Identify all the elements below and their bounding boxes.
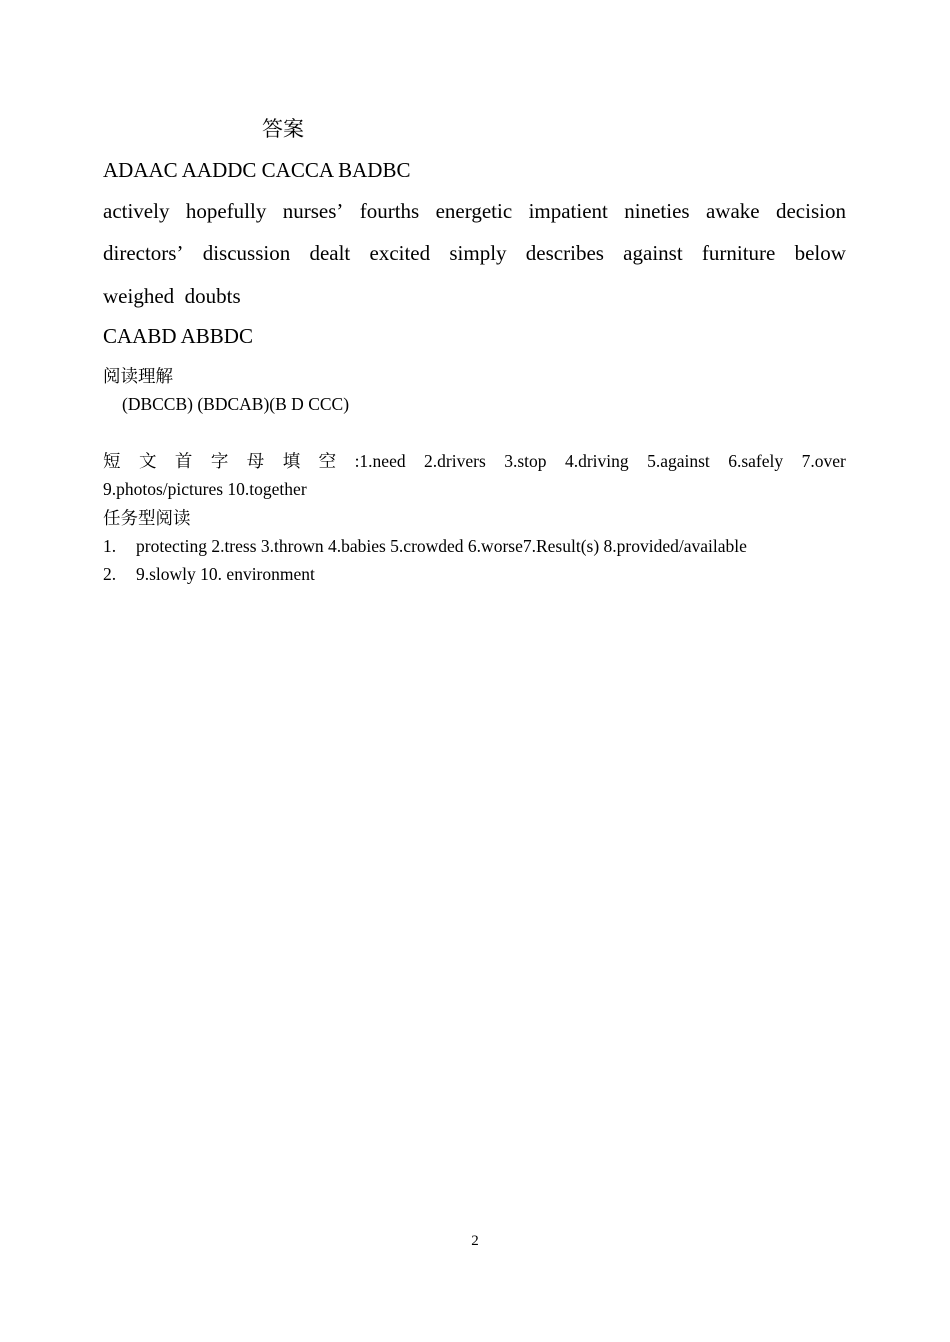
mc-answers-2: CAABD ABBDC <box>103 324 253 348</box>
vocab-word: fourths <box>359 199 420 223</box>
cloze-token: 6.safely <box>728 451 784 471</box>
page-number: 2 <box>471 1233 479 1249</box>
cloze-token: :1.need <box>354 451 406 471</box>
vocab-word: awake <box>705 199 760 223</box>
vocab-word: furniture <box>701 241 776 265</box>
vocab-word: describes <box>525 241 604 265</box>
vocab-word: excited <box>369 241 431 265</box>
cloze-line-1 <box>103 449 846 473</box>
cloze-token: 7.over <box>801 451 846 471</box>
vocab-word: discussion <box>202 241 291 265</box>
list-number: 2. <box>103 564 117 584</box>
cloze-token: 2.drivers <box>424 451 486 471</box>
cloze-token: 填 <box>282 451 301 471</box>
cloze-token: 空 <box>318 451 337 471</box>
vocab-word: impatient <box>528 199 608 223</box>
answer-title: 答案 <box>262 117 304 141</box>
cloze-token: 3.stop <box>504 451 547 471</box>
vocab-word: directors’ <box>103 241 184 265</box>
vocab-word: actively <box>103 199 170 223</box>
vocab-word: nurses’ <box>282 199 344 223</box>
list-number: 1. <box>103 536 117 556</box>
vocab-word: against <box>623 241 683 265</box>
vocab-word: nineties <box>624 199 690 223</box>
cloze-token: 5.against <box>647 451 710 471</box>
vocab-line-3: weighed doubts <box>103 284 241 308</box>
list-item-text: 9.slowly 10. environment <box>136 564 315 584</box>
reading-heading: 阅读理解 <box>103 366 173 386</box>
cloze-token: 短 <box>103 451 121 471</box>
vocab-word: dealt <box>309 241 351 265</box>
reading-answers: (DBCCB) (BDCAB)(B D CCC) <box>122 394 350 414</box>
cloze-token: 4.driving <box>564 451 629 471</box>
cloze-token: 字 <box>210 451 229 471</box>
vocab-word: simply <box>449 241 507 265</box>
vocab-word: hopefully <box>185 199 267 223</box>
list-item-text: protecting 2.tress 3.thrown 4.babies 5.crowded 6.worse7.Result(s) 8.provided/available <box>136 536 747 556</box>
vocab-line-1 <box>103 197 846 225</box>
cloze-token: 首 <box>174 451 193 471</box>
task-reading-heading: 任务型阅读 <box>103 508 191 528</box>
vocab-word: below <box>794 241 846 265</box>
cloze-token: 文 <box>138 451 157 471</box>
vocab-word: decision <box>775 199 846 223</box>
mc-answers-1: ADAAC AADDC CACCA BADBC <box>103 158 411 182</box>
vocab-word: energetic <box>435 199 513 223</box>
vocab-line-2 <box>103 239 846 267</box>
cloze-line-2: 9.photos/pictures 10.together <box>103 479 307 499</box>
cloze-token: 母 <box>246 451 265 471</box>
